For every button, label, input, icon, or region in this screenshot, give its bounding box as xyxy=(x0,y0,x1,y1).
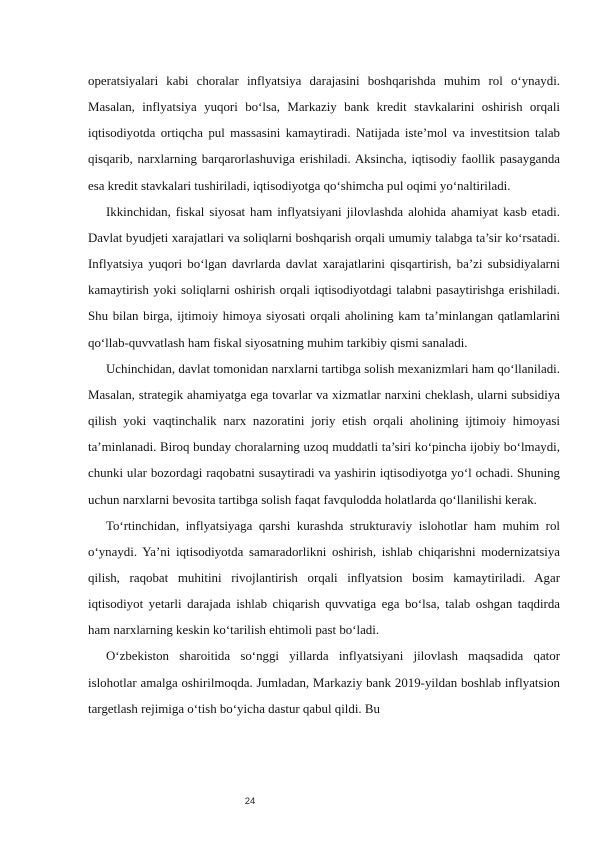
paragraph-5: O‘zbekiston sharoitida so‘nggi yillarda inflyatsiyani jilovlash maqsadida qator islohotlar amalga oshirilmoqda. Jumladan, Markaziy bank 2019-yildan boshlab inflyatsion targetlash rejimiga o‘tish bo‘yicha dastur qabul qildi. Bu xyxy=(88,649,560,716)
document-body xyxy=(88,68,560,722)
page-number: 24 xyxy=(244,796,256,807)
paragraph-2: Ikkinchidan, fiskal siyosat ham inflyatsiyani jilovlashda alohida ahamiyat kasb etadi. Davlat byudjeti xarajatlari va soliqlarni boshqarish orqali umumiy talabga ta’sir ko‘rsatadi. Inflyatsiya yuqori bo‘lgan davrlarda davlat xarajatlarini qisqartirish, ba’zi subsidiyalarni kamaytirish yoki soliqlarni oshirish orqali iqtisodiyotdagi talabni pasaytirishga erishiladi. Shu bilan birga, ijtimoiy himoya siyosati orqali aholining kam ta’minlangan qatlamlarini qo‘llab-quvvatlash ham fiskal siyosatning muhim tarkibiy qismi sanaladi. xyxy=(88,204,560,350)
paragraph-4: To‘rtinchidan, inflyatsiyaga qarshi kurashda strukturaviy islohotlar ham muhim rol o‘ynaydi. Ya’ni iqtisodiyotda samaradorlikni oshirish, ishlab chiqarishni modernizatsiya qilish, raqobat muhitini rivojlantirish orqali inflyatsion bosim kamaytiriladi. Agar iqtisodiyot yetarli darajada ishlab chiqarish quvvatiga ega bo‘lsa, talab oshgan taqdirda ham narxlarning keskin ko‘tarilish ehtimoli past bo‘ladi. xyxy=(88,518,560,638)
paragraph-3: Uchinchidan, davlat tomonidan narxlarni tartibga solish mexanizmlari ham qo‘llaniladi. Masalan, strategik ahamiyatga ega tovarlar va xizmatlar narxini cheklash, ularni subsidiya qilish yoki vaqtinchalik narx nazoratini joriy etish orqali aholining ijtimoiy himoyasi ta’minlanadi. Biroq bunday choralarning uzoq muddatli ta’siri ko‘pincha ijobiy bo‘lmaydi, chunki ular bozordagi raqobatni susaytiradi va yashirin iqtisodiyotga yo‘l ochadi. Shuning uchun narxlarni bevosita tartibga solish faqat favqulodda holatlarda qo‘llanilishi kerak. xyxy=(88,361,560,507)
paragraph-1: operatsiyalari kabi choralar inflyatsiya darajasini boshqarishda muhim rol o‘ynaydi. Masalan, inflyatsiya yuqori bo‘lsa, Markaziy bank kredit stavkalarini oshirish orqali iqtisodiyotda ortiqcha pul massasini kamaytiradi. Natijada iste’mol va investitsion talab qisqarib, narxlarning barqarorlashuviga erishiladi. Aksincha, iqtisodiy faollik pasayganda esa kredit stavkalari tushiriladi, iqtisodiyotga qo‘shimcha pul oqimi yo‘naltiriladi. xyxy=(88,74,560,193)
